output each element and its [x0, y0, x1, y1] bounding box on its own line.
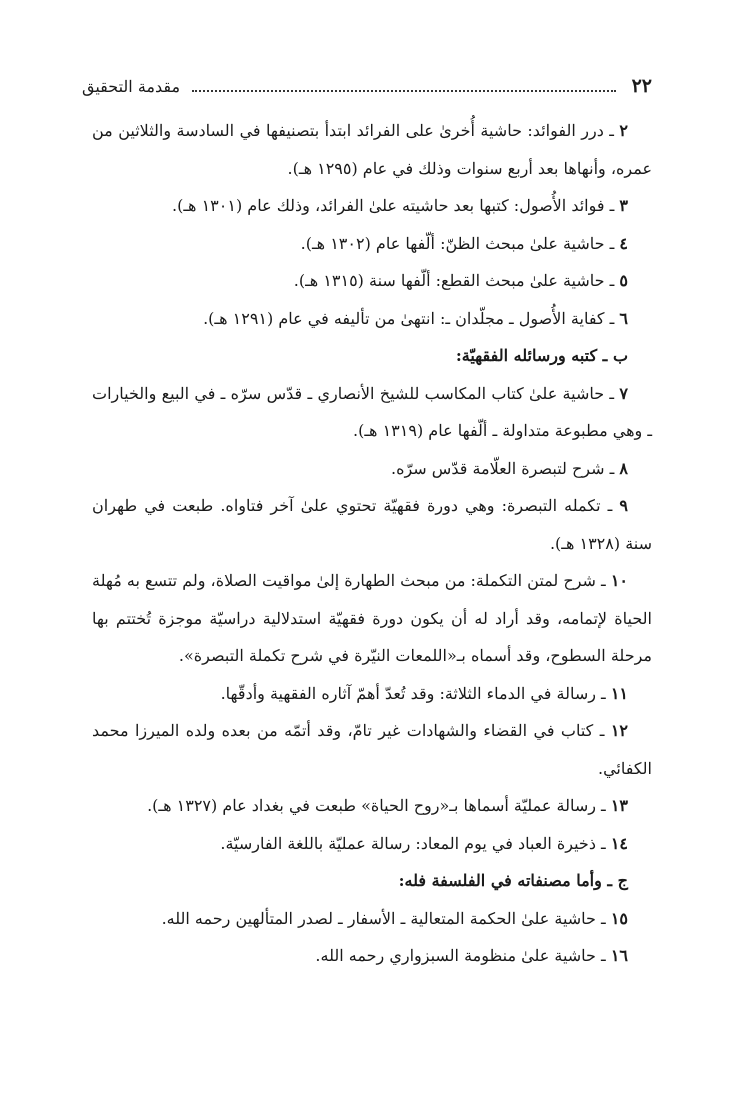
item-number: ٤: [619, 233, 628, 253]
list-item: [92, 675, 652, 713]
list-item: [92, 187, 652, 225]
item-text: ـ كتاب في القضاء والشهادات غير تامّ، وقد أتمّه من بعده ولده الميرزا محمد الكفائي.: [92, 721, 652, 778]
item-text: ـ رسالة في الدماء الثلاثة: وقد تُعدّ أهمّ آثاره الفقهية وأدقّها.: [220, 683, 611, 703]
item-number: ٦: [619, 308, 628, 328]
list-item: [92, 900, 652, 938]
item-number: ٢: [619, 121, 628, 140]
page-body: [92, 112, 652, 975]
header-dotted-leader: [192, 90, 616, 92]
item-text: ـ حاشية علىٰ مبحث القطع: ألّفها سنة (١٣١٥ هـ).: [293, 271, 620, 290]
item-text: ـ حاشية علىٰ كتاب المكاسب للشيخ الأنصاري ـ قدّس سرّه ـ في البيع والخيارات ـ وهي مطبوعة متداولة ـ ألّفها عام (١٣١٩ هـ).: [92, 383, 652, 440]
item-number: ١٦: [610, 946, 628, 965]
item-text: ـ ذخيرة العباد في يوم المعاد: رسالة عمليّة باللغة الفارسيّة.: [220, 833, 611, 853]
list-item: [92, 712, 652, 787]
item-text: ـ حاشية علىٰ الحكمة المتعالية ـ الأسفار ـ لصدر المتألهين رحمه الله.: [161, 908, 611, 928]
list-item: [92, 300, 652, 338]
list-item: [92, 825, 652, 863]
item-number: ٩: [619, 496, 629, 515]
item-text: ـ تكمله التبصرة: وهي دورة فقهيّة تحتوي علىٰ آخر فتاواه. طبعت في طهران سنة (١٣٢٨ هـ).: [92, 496, 652, 553]
list-item: [92, 562, 652, 675]
section-heading-philosophy: ج ـ وأما مصنفاته في الفلسفة فله:: [398, 871, 628, 890]
list-item: [92, 112, 652, 187]
item-number: ١٣: [610, 796, 628, 815]
item-number: ١٥: [610, 908, 628, 928]
page-header: [82, 66, 652, 106]
item-number: ٥: [619, 271, 628, 290]
list-item: [92, 375, 652, 450]
section-heading-jurisprudence: ب ـ كتبه ورسائله الفقهيّة:: [455, 346, 628, 365]
item-number: ١١: [610, 683, 628, 703]
item-number: ١٠: [610, 571, 628, 590]
page-number: ٢٢: [631, 75, 652, 97]
item-text: ـ حاشية علىٰ منظومة السبزواري رحمه الله.: [315, 946, 611, 965]
item-text: ـ فوائد الأُصول: كتبها بعد حاشيته علىٰ الفرائد، وذلك عام (١٣٠١ هـ).: [172, 196, 620, 215]
list-item: [92, 787, 652, 825]
item-text: ـ شرح لمتن التكملة: من مبحث الطهارة إلىٰ مواقيت الصلاة، ولم تتسع به مُهلة الحياة لإتمامه، وقد أراد له أن يكون دورة فقهيّة استدلالية دراسيّة موجزة تُختتم بها مرحلة السطوح، وقد أسماه بـ«اللمعات النيّرة في شرح تكملة التبصرة».: [92, 571, 652, 665]
item-text: ـ حاشية علىٰ مبحث الظنّ: ألّفها عام (١٣٠٢ هـ).: [300, 233, 620, 253]
list-item: [92, 450, 652, 488]
list-item: [92, 487, 652, 562]
item-number: ١٢: [610, 721, 628, 740]
item-text: ـ رسالة عمليّة أسماها بـ«روح الحياة» طبعت في بغداد عام (١٣٢٧ هـ).: [147, 796, 611, 815]
running-title: مقدمة التحقيق: [82, 76, 181, 96]
list-item: [92, 225, 652, 263]
item-text: ـ كفاية الأُصول ـ مجلّدان ـ: انتهىٰ من تأليفه في عام (١٢٩١ هـ).: [203, 308, 620, 328]
item-number: ٧: [619, 383, 628, 403]
list-item: [92, 262, 652, 300]
item-text: ـ درر الفوائد: حاشية أُخرىٰ على الفرائد ابتدأ بتصنيفها في السادسة والثلاثين من عمره، وأنهاها بعد أربع سنوات وذلك في عام (١٢٩٥ هـ).: [92, 121, 652, 178]
item-number: ٣: [619, 196, 628, 215]
list-item: [92, 937, 652, 975]
item-text: ـ شرح لتبصرة العلّامة قدّس سرّه.: [391, 458, 620, 478]
item-number: ١٤: [610, 833, 628, 853]
item-number: ٨: [619, 458, 628, 478]
